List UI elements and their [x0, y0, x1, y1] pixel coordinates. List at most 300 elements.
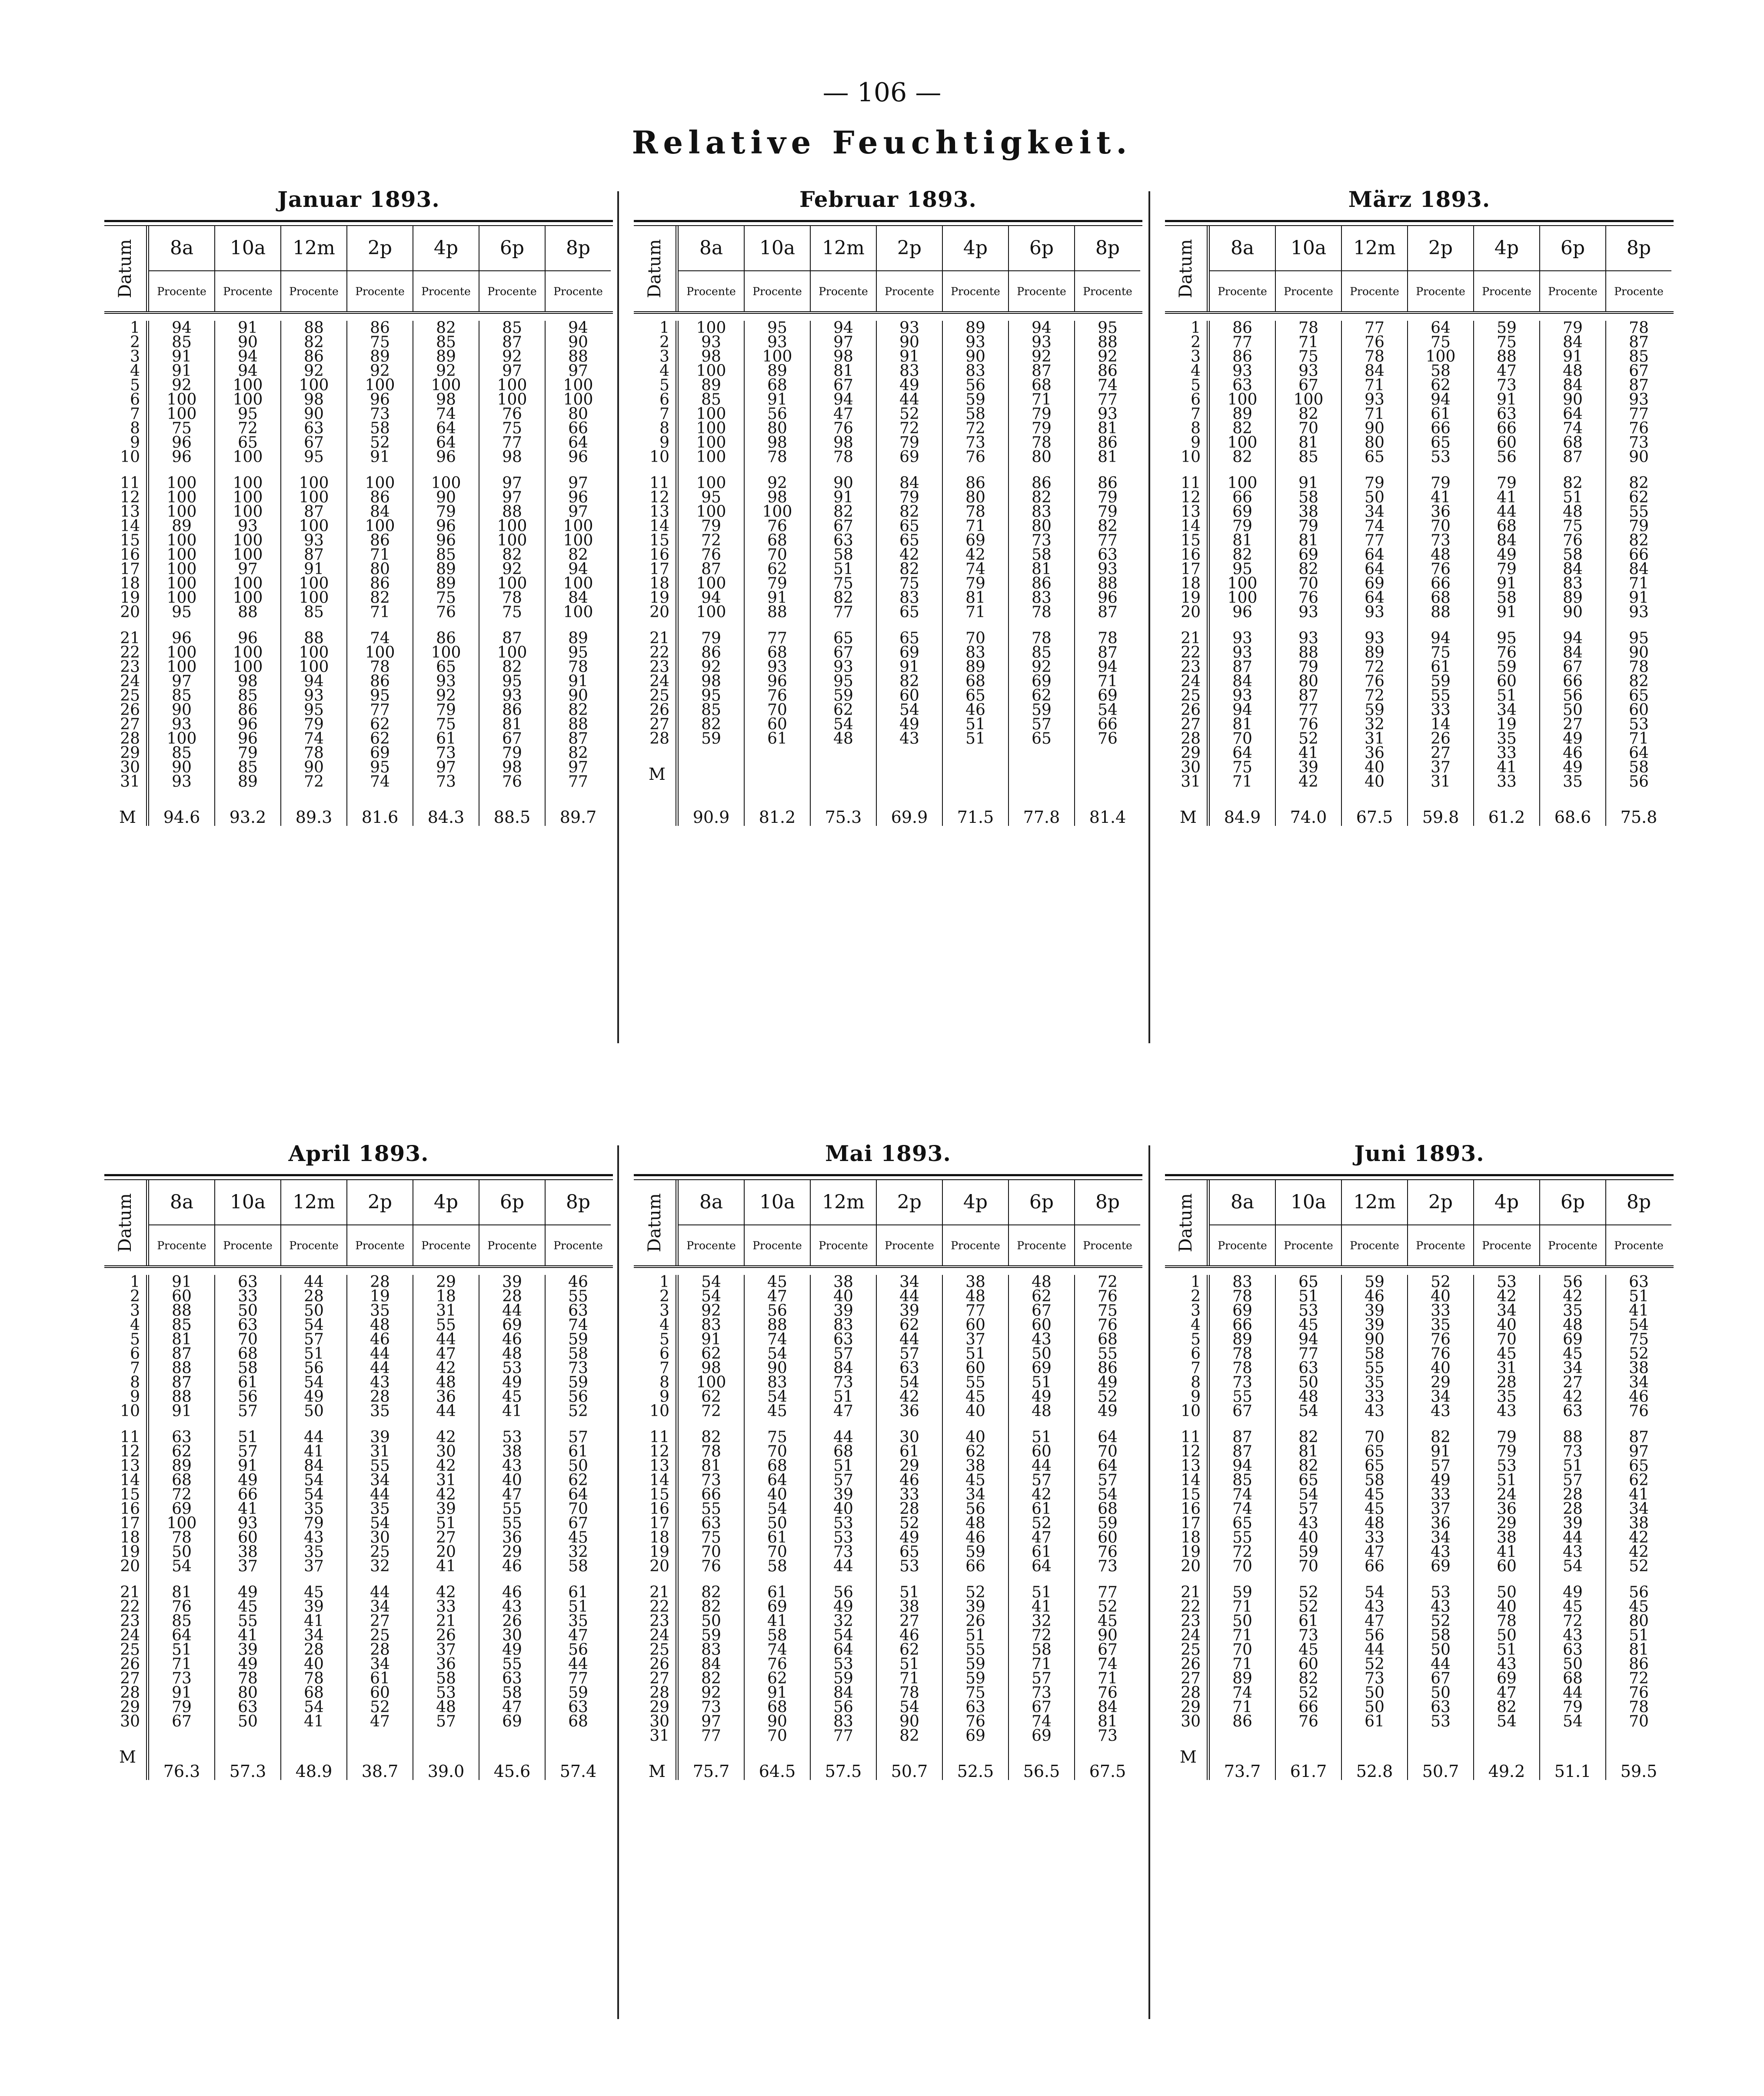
table-cell: 94	[833, 319, 853, 337]
unit-label: Procente	[487, 1239, 537, 1252]
time-column-header	[811, 226, 877, 311]
time-label: 6p	[1009, 1180, 1074, 1225]
unit-label: Procente	[289, 1239, 339, 1252]
header-rule	[104, 1174, 613, 1180]
table-cell: 79	[1629, 517, 1649, 535]
table-cell: 40	[965, 1402, 985, 1420]
table-cell: 45	[502, 1388, 522, 1406]
table-cell: 57	[1098, 1471, 1118, 1489]
table-cell: 34	[1563, 1359, 1583, 1377]
table-cell: 33	[238, 1288, 258, 1305]
table-cell: 57	[1431, 1457, 1451, 1475]
day-number: 18	[1181, 575, 1201, 592]
value-column	[413, 321, 479, 826]
table-cell: 66	[965, 1557, 985, 1575]
table-cell: 71	[172, 1655, 192, 1673]
table-cell: 45	[1563, 1345, 1583, 1363]
table-cell: 54	[767, 1388, 787, 1406]
table-cell: 68	[304, 1684, 324, 1702]
table-cell: 44	[370, 1584, 390, 1601]
table-cell: 35	[370, 1302, 390, 1320]
mean-gap	[634, 746, 676, 765]
mean-value: 89.3	[295, 808, 333, 827]
day-number: 17	[120, 560, 140, 578]
value-column	[479, 321, 546, 826]
time-column-header	[413, 1180, 479, 1265]
table-cell: 63	[899, 1359, 919, 1377]
table-cell: 40	[1431, 1359, 1451, 1377]
table-cell: 53	[1497, 1457, 1517, 1475]
table-cell: 62	[899, 1641, 919, 1659]
table-cell: 63	[568, 1302, 588, 1320]
table-cell: 50	[701, 1612, 721, 1630]
time-column-header	[1408, 226, 1474, 311]
table-cell: 48	[1563, 362, 1583, 380]
table-cell: 48	[370, 1316, 390, 1334]
table-cell: 71	[370, 546, 390, 564]
table-cell: 98	[767, 489, 787, 506]
table-cell: 41	[304, 1612, 324, 1630]
table-cell: 93	[1365, 603, 1385, 621]
table-cell: 64	[1032, 1557, 1052, 1575]
table-cell: 44	[833, 1428, 853, 1446]
table-cell: 55	[436, 1316, 456, 1334]
day-number: 11	[120, 1428, 140, 1446]
table-cell: 69	[1497, 1670, 1517, 1687]
table-cell: 78	[899, 1684, 919, 1702]
table-cell: 56	[1629, 773, 1649, 791]
table-cell: 41	[238, 1627, 258, 1644]
day-number: 3	[1191, 348, 1201, 366]
unit-label: Procente	[421, 285, 471, 298]
table-cell: 92	[436, 687, 456, 705]
table-cell: 26	[502, 1612, 522, 1630]
table-cell: 50	[1497, 1584, 1517, 1601]
day-number: 21	[1181, 629, 1201, 647]
day-number: 31	[120, 773, 140, 791]
table-cell: 100	[696, 319, 726, 337]
table-cell: 27	[1431, 744, 1451, 762]
table-cell: 100	[696, 448, 726, 466]
table-cell: 45	[1365, 1500, 1385, 1518]
table-cell: 100	[696, 362, 726, 380]
table-cell: 53	[833, 1514, 853, 1532]
mean-gap	[215, 1743, 280, 1763]
table-cell: 82	[568, 546, 588, 564]
datum-header	[1165, 226, 1210, 311]
table-cell: 74	[767, 1331, 787, 1348]
table-cell: 55	[1232, 1529, 1252, 1547]
table-cell: 85	[172, 1316, 192, 1334]
table-cell: 90	[899, 1713, 919, 1730]
table-cell: 50	[1365, 489, 1385, 506]
table-cell: 42	[899, 1388, 919, 1406]
table-cell: 50	[767, 1514, 787, 1532]
value-column	[943, 1275, 1009, 1780]
spacer	[479, 1729, 545, 1743]
table-cell: 82	[899, 560, 919, 578]
table-cell: 64	[436, 419, 456, 437]
value-column	[1342, 321, 1408, 826]
table-cell: 64	[1431, 319, 1451, 337]
table-cell: 59	[965, 1543, 985, 1561]
table-cell: 87	[1232, 1443, 1252, 1461]
spacer	[943, 746, 1008, 789]
table-cell: 62	[833, 701, 853, 719]
mean-gap	[679, 789, 744, 808]
table-cell: 73	[1032, 532, 1052, 549]
table-cell: 48	[1563, 1316, 1583, 1334]
table-cell: 44	[1032, 1457, 1052, 1475]
spacer	[281, 1729, 346, 1743]
table-cell: 100	[233, 376, 263, 394]
table-cell: 42	[436, 1486, 456, 1504]
table-cell: 87	[1629, 1428, 1649, 1446]
table-cell: 59	[1298, 1543, 1318, 1561]
table-cell: 57	[1032, 715, 1052, 733]
table-cell: 49	[1497, 546, 1517, 564]
table-cell: 97	[502, 362, 522, 380]
table-cell: 93	[238, 1514, 258, 1532]
unit-label: Procente	[355, 1239, 405, 1252]
table-cell: 69	[1032, 1359, 1052, 1377]
table-cell: 77	[833, 603, 853, 621]
datum-header	[104, 1180, 149, 1265]
day-number: 13	[649, 503, 669, 521]
table-cell: 84	[833, 1359, 853, 1377]
day-number: 28	[1181, 1684, 1201, 1702]
table-cell: 80	[1032, 448, 1052, 466]
table-cell: 65	[1298, 1471, 1318, 1489]
table-cell: 90	[767, 1359, 787, 1377]
mean-label: M	[649, 1762, 666, 1781]
table-cell: 79	[304, 715, 324, 733]
table-cell: 95	[568, 644, 588, 662]
table-cell: 89	[1232, 1670, 1252, 1687]
table-cell: 100	[233, 658, 263, 676]
table-cell: 55	[1098, 1345, 1118, 1363]
table-cell: 67	[304, 434, 324, 452]
table-cell: 42	[436, 1457, 456, 1475]
unit-label: Procente	[686, 285, 736, 298]
table-cell: 51	[899, 1655, 919, 1673]
table-cell: 81	[1098, 419, 1118, 437]
table-cell: 64	[1365, 589, 1385, 607]
day-number: 13	[120, 503, 140, 521]
day-number: 24	[649, 672, 669, 690]
table-cell: 72	[899, 419, 919, 437]
unit-label: Procente	[752, 1239, 802, 1252]
table-cell: 54	[899, 701, 919, 719]
table-cell: 63	[833, 1331, 853, 1348]
table-cell: 52	[568, 1402, 588, 1420]
day-number: 24	[1181, 1627, 1201, 1644]
table-cell: 65	[1365, 448, 1385, 466]
table-cell: 68	[767, 644, 787, 662]
day-number: 15	[1181, 532, 1201, 549]
table-cell: 79	[1497, 1428, 1517, 1446]
month-table	[634, 1141, 1142, 1780]
table-cell: 72	[701, 532, 721, 549]
table-cell: 89	[436, 575, 456, 592]
table-cell: 43	[1298, 1514, 1318, 1532]
table-cell: 94	[1431, 391, 1451, 409]
table-cell: 100	[563, 391, 593, 409]
table-header	[634, 226, 1142, 314]
day-number: 30	[1181, 759, 1201, 776]
table-cell: 70	[767, 1727, 787, 1745]
mean-gap	[1165, 789, 1207, 808]
day-number: 25	[1181, 687, 1201, 705]
table-cell: 75	[1431, 644, 1451, 662]
time-label: 8p	[1606, 1180, 1671, 1225]
time-label: 8a	[149, 226, 214, 271]
day-number: 3	[1191, 1302, 1201, 1320]
month-title: Mai 1893.	[825, 1141, 951, 1166]
table-cell: 85	[701, 701, 721, 719]
table-cell: 69	[502, 1713, 522, 1730]
day-number: 10	[1181, 1402, 1201, 1420]
table-cell: 82	[701, 1598, 721, 1616]
time-column-header	[1474, 1180, 1540, 1265]
table-cell: 35	[1563, 1302, 1583, 1320]
table-cell: 98	[238, 672, 258, 690]
table-cell: 73	[568, 1359, 588, 1377]
table-cell: 95	[304, 448, 324, 466]
table-cell: 91	[238, 319, 258, 337]
table-cell: 65	[1431, 434, 1451, 452]
table-cell: 73	[1232, 1374, 1252, 1391]
day-number: 12	[120, 1443, 140, 1461]
value-column	[1342, 1275, 1408, 1780]
day-number: 9	[1191, 434, 1201, 452]
spacer	[811, 746, 876, 789]
table-cell: 100	[365, 474, 395, 492]
mean-gap	[811, 789, 876, 808]
table-cell: 95	[238, 405, 258, 423]
table-cell: 93	[833, 658, 853, 676]
table-cell: 75	[1232, 759, 1252, 776]
table-cell: 56	[568, 1641, 588, 1659]
month-table	[104, 187, 613, 826]
table-cell: 47	[502, 1486, 522, 1504]
table-cell: 77	[1232, 333, 1252, 351]
mean-value: 61.2	[1488, 808, 1525, 827]
table-cell: 57	[238, 1443, 258, 1461]
table-cell: 31	[1365, 730, 1385, 748]
value-column	[1540, 321, 1606, 826]
table-cell: 95	[701, 687, 721, 705]
table-cell: 40	[304, 1655, 324, 1673]
table-cell: 94	[238, 362, 258, 380]
day-number: 9	[659, 434, 669, 452]
table-cell: 57	[833, 1345, 853, 1363]
table-cell: 77	[1098, 532, 1118, 549]
table-cell: 63	[1098, 546, 1118, 564]
table-cell: 70	[1629, 1713, 1649, 1730]
table-cell: 43	[1431, 1402, 1451, 1420]
table-cell: 48	[965, 1514, 985, 1532]
table-cell: 78	[172, 1529, 192, 1547]
table-cell: 76	[1431, 1331, 1451, 1348]
table-cell: 78	[304, 744, 324, 762]
time-label: 4p	[413, 1180, 479, 1225]
table-cell: 55	[1365, 1359, 1385, 1377]
table-cell: 77	[568, 773, 588, 791]
table-cell: 93	[502, 687, 522, 705]
table-cell: 51	[1497, 687, 1517, 705]
day-number: 28	[649, 1684, 669, 1702]
day-number: 14	[120, 517, 140, 535]
table-cell: 86	[1232, 1713, 1252, 1730]
table-cell: 96	[172, 434, 192, 452]
table-cell: 56	[965, 1500, 985, 1518]
mean-gap	[1075, 1743, 1140, 1763]
table-cell: 52	[1098, 1598, 1118, 1616]
table-cell: 39	[833, 1486, 853, 1504]
table-cell: 62	[1032, 687, 1052, 705]
table-cell: 36	[1431, 503, 1451, 521]
table-cell: 18	[436, 1288, 456, 1305]
table-cell: 86	[1032, 575, 1052, 592]
table-cell: 70	[568, 1500, 588, 1518]
table-cell: 60	[370, 1684, 390, 1702]
table-cell: 63	[1431, 1698, 1451, 1716]
day-number: 10	[649, 448, 669, 466]
table-cell: 62	[767, 1670, 787, 1687]
day-number: 28	[120, 730, 140, 748]
table-cell: 33	[899, 1486, 919, 1504]
table-cell: 67	[172, 1713, 192, 1730]
table-cell: 86	[370, 319, 390, 337]
table-cell: 100	[233, 489, 263, 506]
time-label: 4p	[943, 226, 1008, 271]
table-cell: 49	[1563, 759, 1583, 776]
table-cell: 39	[1365, 1316, 1385, 1334]
value-column	[281, 1275, 347, 1780]
table-cell: 54	[304, 1316, 324, 1334]
datum-column	[1165, 1275, 1210, 1780]
table-cell: 44	[370, 1359, 390, 1377]
spacer	[679, 746, 744, 789]
table-cell: 91	[767, 1684, 787, 1702]
table-cell: 73	[1629, 434, 1649, 452]
day-number: 15	[649, 532, 669, 549]
time-column-header	[1342, 1180, 1408, 1265]
time-label: 8a	[679, 226, 744, 271]
table-cell: 43	[1365, 1598, 1385, 1616]
mean-gap	[745, 789, 810, 808]
table-cell: 46	[965, 701, 985, 719]
table-cell: 85	[502, 319, 522, 337]
table-cell: 69	[965, 1727, 985, 1745]
table-cell: 72	[1365, 658, 1385, 676]
table-cell: 59	[1365, 701, 1385, 719]
table-cell: 73	[965, 434, 985, 452]
table-cell: 98	[502, 759, 522, 776]
table-cell: 100	[166, 546, 197, 564]
table-cell: 100	[762, 503, 792, 521]
mean-value: 56.5	[1023, 1762, 1060, 1781]
table-cell: 97	[568, 759, 588, 776]
table-cell: 62	[370, 730, 390, 748]
table-cell: 75	[1497, 333, 1517, 351]
table-cell: 50	[1431, 1641, 1451, 1659]
table-cell: 40	[1497, 1598, 1517, 1616]
table-cell: 37	[1431, 759, 1451, 776]
table-cell: 64	[1365, 546, 1385, 564]
mean-value: 57.3	[229, 1762, 266, 1781]
table-cell: 84	[1232, 672, 1252, 690]
table-cell: 55	[238, 1612, 258, 1630]
table-cell: 33	[1431, 1302, 1451, 1320]
table-cell: 100	[696, 503, 726, 521]
value-column	[1276, 1275, 1342, 1780]
table-cell: 84	[1629, 560, 1649, 578]
table-cell: 83	[767, 1374, 787, 1391]
day-number: 1	[1191, 319, 1201, 337]
table-cell: 53	[502, 1428, 522, 1446]
table-cell: 87	[172, 1374, 192, 1391]
time-column-header	[149, 226, 215, 311]
day-number: 2	[130, 1288, 140, 1305]
table-cell: 80	[568, 405, 588, 423]
time-label: 2p	[1408, 226, 1473, 271]
table-cell: 57	[899, 1345, 919, 1363]
value-column	[1540, 1275, 1606, 1780]
mean-value: 71.5	[957, 808, 994, 827]
table-cell: 75	[899, 575, 919, 592]
header-rule	[1165, 1174, 1674, 1180]
time-label: 12m	[1342, 226, 1407, 271]
table-cell: 78	[701, 1443, 721, 1461]
table-cell: 58	[1365, 1471, 1385, 1489]
spacer	[877, 746, 942, 789]
mean-value: 94.6	[163, 808, 200, 827]
table-cell: 58	[1563, 546, 1583, 564]
time-column-header	[877, 226, 943, 311]
table-cell: 35	[1431, 1316, 1451, 1334]
table-cell: 52	[1629, 1557, 1649, 1575]
day-number: 17	[120, 1514, 140, 1532]
table-cell: 94	[1098, 658, 1118, 676]
table-cell: 62	[701, 1388, 721, 1406]
table-cell: 34	[1497, 1302, 1517, 1320]
block-separator	[617, 191, 619, 1043]
time-column-header	[1408, 1180, 1474, 1265]
table-cell: 94	[568, 560, 588, 578]
table-cell: 33	[436, 1598, 456, 1616]
table-cell: 81	[1098, 1713, 1118, 1730]
table-cell: 56	[1629, 1584, 1649, 1601]
table-cell: 100	[563, 575, 593, 592]
day-number: 4	[130, 362, 140, 380]
table-cell: 93	[1098, 560, 1118, 578]
table-cell: 71	[1032, 1655, 1052, 1673]
table-cell: 97	[1629, 1443, 1649, 1461]
value-column	[877, 1275, 943, 1780]
table-cell: 41	[1629, 1302, 1649, 1320]
table-cell: 86	[1098, 1359, 1118, 1377]
table-cell: 97	[502, 474, 522, 492]
table-cell: 90	[899, 333, 919, 351]
day-number: 7	[1191, 405, 1201, 423]
table-cell: 28	[899, 1500, 919, 1518]
table-cell: 44	[1497, 503, 1517, 521]
day-number: 11	[649, 474, 669, 492]
table-cell: 32	[833, 1612, 853, 1630]
table-cell: 74	[1365, 517, 1385, 535]
